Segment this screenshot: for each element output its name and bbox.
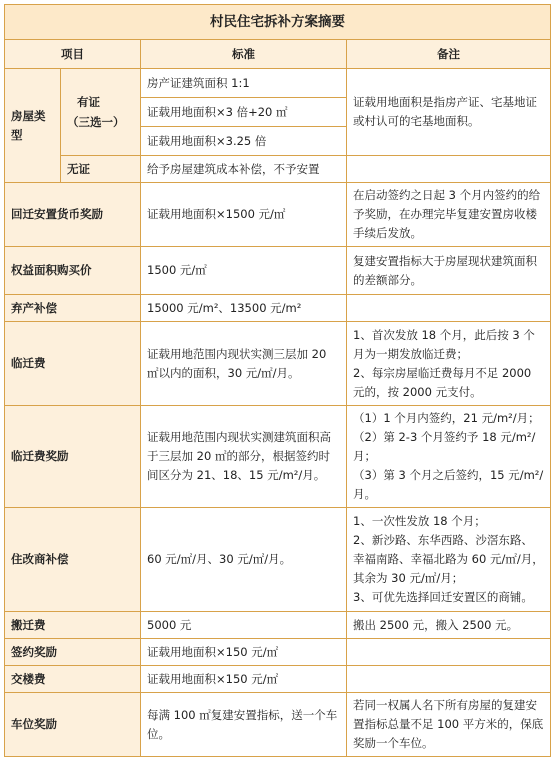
- row-standard: 证载用地面积×150 元/㎡: [141, 639, 347, 666]
- note-line: （1）1 个月内签约，21 元/m²/月；: [353, 411, 540, 425]
- row-note: 若同一权属人名下所有房屋的复建安置指标总量不足 100 平方米的，保底奖励一个车位。: [347, 693, 551, 757]
- row-note: [347, 322, 551, 406]
- compensation-summary-table: [4, 4, 551, 757]
- table-row: [5, 639, 551, 666]
- table-row: [5, 406, 551, 508]
- unlicensed-note: [347, 156, 551, 183]
- table-row: [5, 183, 551, 247]
- table-row: [5, 322, 551, 406]
- row-note: [347, 295, 551, 322]
- header-standard: 标准: [141, 40, 347, 69]
- licensed-note: 证载用地面积是指房产证、宅基地证或村认可的宅基地面积。: [347, 69, 551, 156]
- note-line: 2、每宗房屋临迁费每月不足 2000 元的，按 2000 元支付。: [353, 365, 532, 399]
- table-row: [5, 508, 551, 612]
- row-note: 在启动签约之日起 3 个月内签约的给予奖励，在办理完毕复建安置房收楼手续后发放。: [347, 183, 551, 247]
- licensed-cell: [61, 69, 141, 156]
- row-standard: 每满 100 ㎡复建安置指标，送一个车位。: [141, 693, 347, 757]
- row-item: 签约奖励: [5, 639, 141, 666]
- licensed-option-1: 房产证建筑面积 1:1: [141, 69, 347, 98]
- title-row: [5, 5, 551, 40]
- header-note: 备注: [347, 40, 551, 69]
- table-row: [5, 612, 551, 639]
- note-line: 3、可优先选择回迁安置区的商铺。: [353, 590, 533, 604]
- row-standard: 60 元/㎡/月、30 元/㎡/月。: [141, 508, 347, 612]
- row-item: 住改商补偿: [5, 508, 141, 612]
- row-standard: 证载用地范围内现状实测建筑面积高于三层加 20 ㎡的部分，根据签约时间区分为 21、18、15 元/m²/月。: [141, 406, 347, 508]
- row-item: 回迁安置货币奖励: [5, 183, 141, 247]
- row-note: [347, 508, 551, 612]
- table-row: [5, 295, 551, 322]
- row-item: 临迁费奖励: [5, 406, 141, 508]
- row-standard: 证载用地范围内现状实测三层加 20 ㎡以内的面积，30 元/㎡/月。: [141, 322, 347, 406]
- row-item: 临迁费: [5, 322, 141, 406]
- summary-table-wrapper: [4, 4, 550, 757]
- row-note: [347, 666, 551, 693]
- note-line: （3）第 3 个月之后签约，15 元/m²/月。: [353, 468, 544, 501]
- licensed-label: 有证: [77, 95, 100, 109]
- unlicensed-label: 无证: [61, 156, 141, 183]
- table-row: [5, 247, 551, 295]
- table-row: [5, 666, 551, 693]
- row-item: 交楼费: [5, 666, 141, 693]
- housing-type-label: 房屋类型: [5, 69, 61, 183]
- note-line: 1、一次性发放 18 个月；: [353, 514, 486, 528]
- licensed-sub-label: （三选一）: [67, 115, 125, 129]
- table-title: 村民住宅拆补方案摘要: [5, 5, 551, 40]
- header-row: [5, 40, 551, 69]
- row-item: 车位奖励: [5, 693, 141, 757]
- row-note: [347, 406, 551, 508]
- note-line: （2）第 2-3 个月签约予 18 元/m²/月；: [353, 430, 536, 463]
- row-standard: 证载用地面积×1500 元/㎡: [141, 183, 347, 247]
- housing-row-4: [5, 156, 551, 183]
- table-row: [5, 693, 551, 757]
- housing-row-1: [5, 69, 551, 98]
- note-line: 2、新沙路、东华西路、沙滘东路、幸福南路、幸福北路为 60 元/㎡/月，其余为 30 元/㎡/月；: [353, 533, 544, 585]
- row-item: 权益面积购买价: [5, 247, 141, 295]
- header-item: 项目: [5, 40, 141, 69]
- note-line: 1、首次发放 18 个月，此后按 3 个月为一期发放临迁费；: [353, 327, 535, 361]
- unlicensed-standard: 给予房屋建筑成本补偿，不予安置: [141, 156, 347, 183]
- row-standard: 1500 元/㎡: [141, 247, 347, 295]
- row-note: 复建安置指标大于房屋现状建筑面积的差额部分。: [347, 247, 551, 295]
- row-standard: 证载用地面积×150 元/㎡: [141, 666, 347, 693]
- row-standard: 15000 元/m²、13500 元/m²: [141, 295, 347, 322]
- row-item: 搬迁费: [5, 612, 141, 639]
- row-note: 搬出 2500 元，搬入 2500 元。: [347, 612, 551, 639]
- row-item: 弃产补偿: [5, 295, 141, 322]
- row-standard: 5000 元: [141, 612, 347, 639]
- row-note: [347, 639, 551, 666]
- licensed-option-3: 证载用地面积×3.25 倍: [141, 127, 347, 156]
- licensed-option-2: 证载用地面积×3 倍+20 ㎡: [141, 98, 347, 127]
